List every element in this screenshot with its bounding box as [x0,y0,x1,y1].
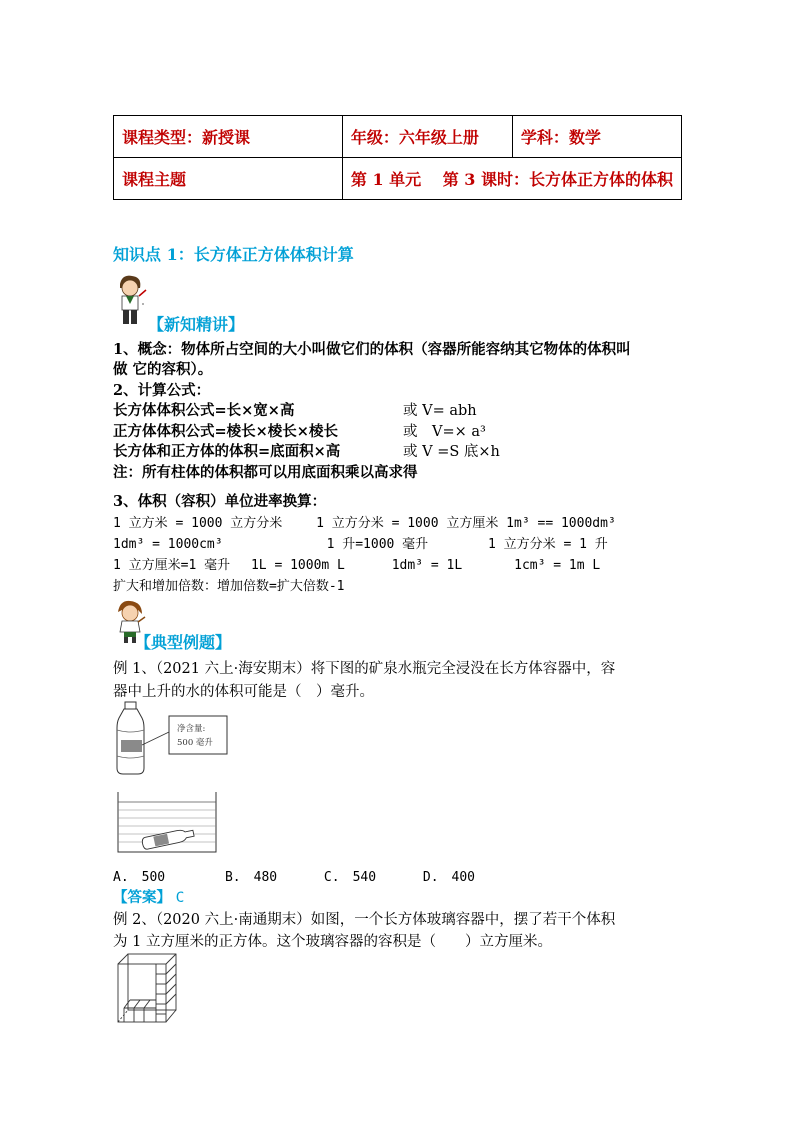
knowledge-point-title: 知识点 1：长方体正方体体积计算 [113,245,354,264]
new-knowledge-label: 【新知精讲】 [148,315,245,334]
examples-label: 【典型例题】 [135,633,232,652]
topic-label-cell: 课程主题 [114,158,343,200]
formula-base-symbolic: 或 V =S 底×h [403,444,500,460]
formula-cube-symbolic: 或 V=× a³ [403,424,486,440]
course-type-cell: 课程类型：新授课 [114,116,343,158]
formula-cube-text: 正方体体积公式=棱长×棱长×棱长 [113,423,338,440]
formula-cuboid [113,399,477,420]
example-1-answer [113,886,184,907]
glass-container-cubes-figure [116,952,180,1024]
container-figure [116,790,218,854]
formula-cuboid-text: 长方体体积公式=长×宽×高 [113,402,295,419]
bottle-tag-line-2: 500 毫升 [177,738,213,748]
example-2-line-2: 为 1 立方厘米的正方体。这个玻璃容器的容积是（ ）立方厘米。 [113,934,552,950]
water-bottle-figure [114,700,244,778]
answer-value: C [175,890,185,906]
formula-base-text: 长方体和正方体的体积=底面积×高 [113,443,341,460]
unit-conversion-3: 1 立方厘米=1 毫升 1L = 1000m L 1dm³ = 1L 1cm³ = 1m L [113,558,601,573]
topic-cell: 第 1 单元 第 3 课时：长方体正方体的体积 [342,158,681,200]
formula-note: 注：所有柱体的体积都可以用底面积乘以高求得 [113,464,418,481]
formula-base [113,440,500,461]
bottle-tag-line-1: 净含量: [177,724,206,734]
example-1-line-1: 例 1、（2021 六上·海安期末）将下图的矿泉水瓶完全浸没在长方体容器中，容 [113,661,616,677]
subject-cell: 学科：数学 [512,116,681,158]
concept-line-2: 做 它的容积）。 [113,361,213,378]
example-1-line-2: 器中上升的水的体积可能是（ ）毫升。 [113,684,374,700]
formula-cuboid-symbolic: 或 V= abh [403,403,477,419]
concept-line-1: 1、概念：物体所占空间的大小叫做它们的体积（容器所能容纳其它物体的体积叫 [113,341,631,358]
unit-conversion-4: 扩大和增加倍数：增加倍数=扩大倍数-1 [113,579,345,594]
answer-label: 【答案】 [113,889,171,906]
formula-title: 2、计算公式： [113,382,211,399]
unit-conversion-1: 1 立方米 = 1000 立方分米 1 立方分米 = 1000 立方厘米 1m³ == 1000dm³ [113,516,616,531]
units-title: 3、体积（容积）单位进率换算： [113,493,327,510]
course-info-table [113,115,682,200]
boy-mascot-icon [112,274,148,326]
grade-cell: 年级：六年级上册 [342,116,512,158]
example-2-line-1: 例 2、（2020 六上·南通期末）如图，一个长方体玻璃容器中，摆了若干个体积 [113,912,616,928]
example-1-options: A. 500 B. 480 C. 540 D. 400 [113,870,476,885]
formula-cube [113,420,486,441]
unit-conversion-2: 1dm³ = 1000cm³ 1 升=1000 毫升 1 立方分米 = 1 升 [113,537,608,552]
